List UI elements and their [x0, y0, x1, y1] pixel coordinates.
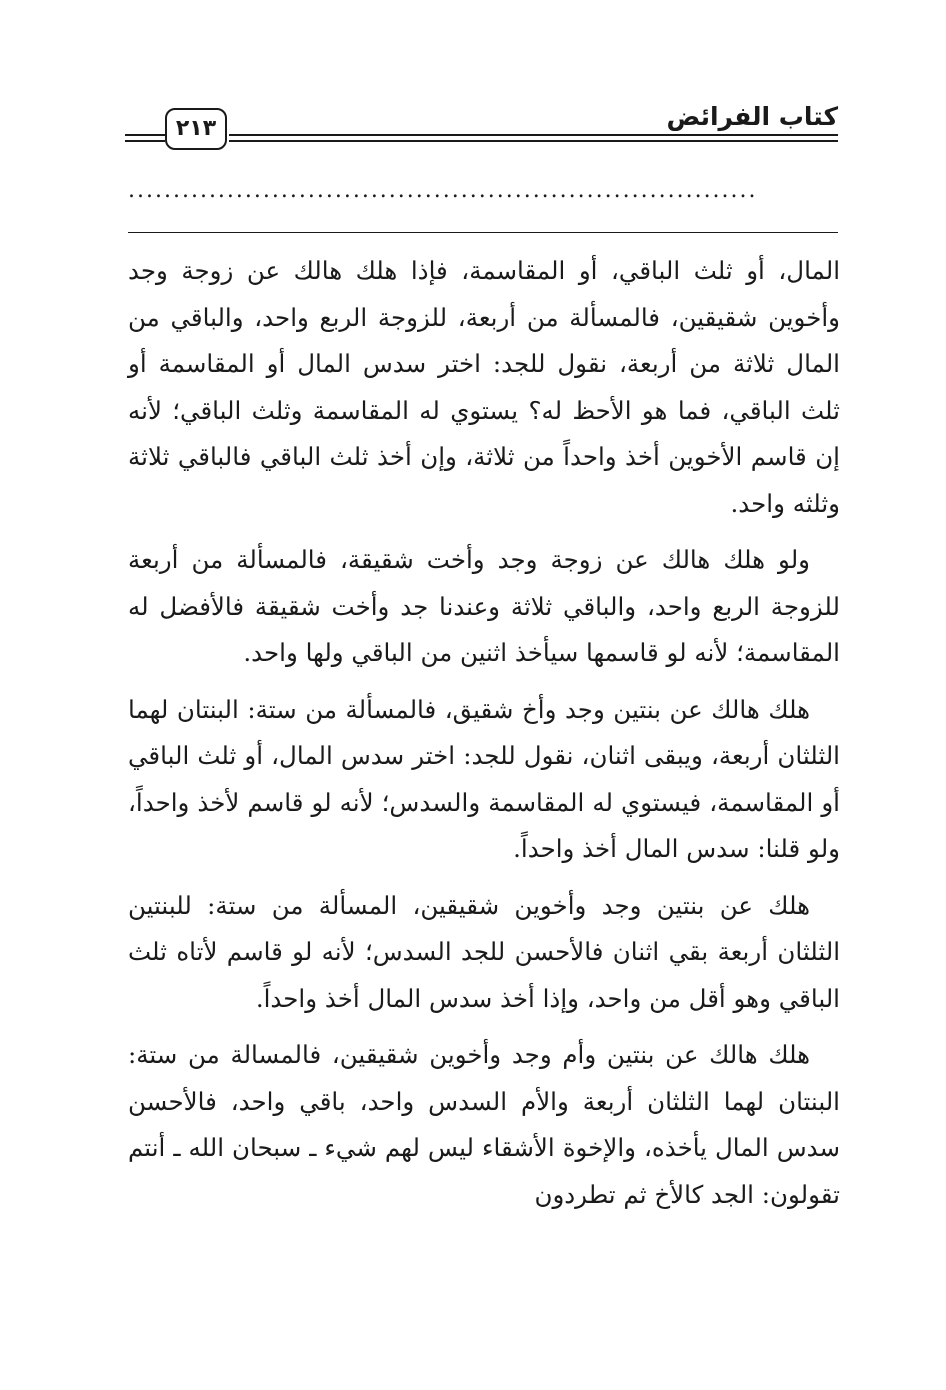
- book-title: كتاب الفرائض: [666, 102, 838, 131]
- paragraph-5: هلك هالك عن بنتين وأم وجد وأخوين شقيقين، فالمسالة من ستة: البنتان لهما الثلثان أربعة والأم السدس واحد، باقي واحد، فالأحسن سدس المال يأخذه، والإخوة الأشقاء ليس لهم شيء ـ سبحان الله ـ أنتم تقولون: الجد كالأخ ثم تطردون: [128, 1040, 840, 1209]
- separator-line: [128, 232, 838, 233]
- paragraph-1: المال، أو ثلث الباقي، أو المقاسمة، فإذا هلك هالك عن زوجة وجد وأخوين شقيقين، فالمسألة من أربعة، للزوجة الربع واحد، والباقي من المال ثلاثة من أربعة، نقول للجد: اختر سدس المال أو المقاسمة أو ثلث الباقي، فما هو الأحظ له؟ يستوي له المقاسمة وثلث الباقي؛ لأنه إن قاسم الأخوين أخذ واحداً من ثلاثة، وإن أخذ ثلث الباقي فالباقي ثلاثة وثلثه واحد.: [128, 256, 840, 518]
- paragraph-4: هلك عن بنتين وجد وأخوين شقيقين، المسألة من ستة: للبنتين الثلثان أربعة بقي اثنان فالأحسن للجد السدس؛ لأنه لو قاسم لأتاه ثلث الباقي وهو أقل من واحد، وإذا أخذ سدس المال أخذ واحداً.: [128, 890, 840, 1013]
- page-number: ٢١٣: [165, 108, 227, 150]
- header-rule-right: [229, 134, 838, 142]
- page-header: [125, 100, 838, 150]
- header-rule-left: [125, 134, 165, 142]
- page-body: [128, 248, 840, 1228]
- footnote-dots: ......................................................................: [128, 178, 758, 203]
- paragraph-2: ولو هلك هالك عن زوجة وجد وأخت شقيقة، فالمسألة من أربعة للزوجة الربع واحد، والباقي ثلاثة وعندنا جد وأخت شقيقة فالأفضل له المقاسمة؛ لأنه لو قاسمها سيأخذ اثنين من الباقي ولها واحد.: [128, 545, 840, 667]
- paragraph-3: هلك هالك عن بنتين وجد وأخ شقيق، فالمسألة من ستة: البنتان لهما الثلثان أربعة، ويبقى اثنان، نقول للجد: اختر سدس المال، أو ثلث الباقي أو المقاسمة، فيستوي له المقاسمة والسدس؛ لأنه لو قاسم لأخذ واحداً، ولو قلنا: سدس المال أخذ واحداً.: [128, 694, 840, 863]
